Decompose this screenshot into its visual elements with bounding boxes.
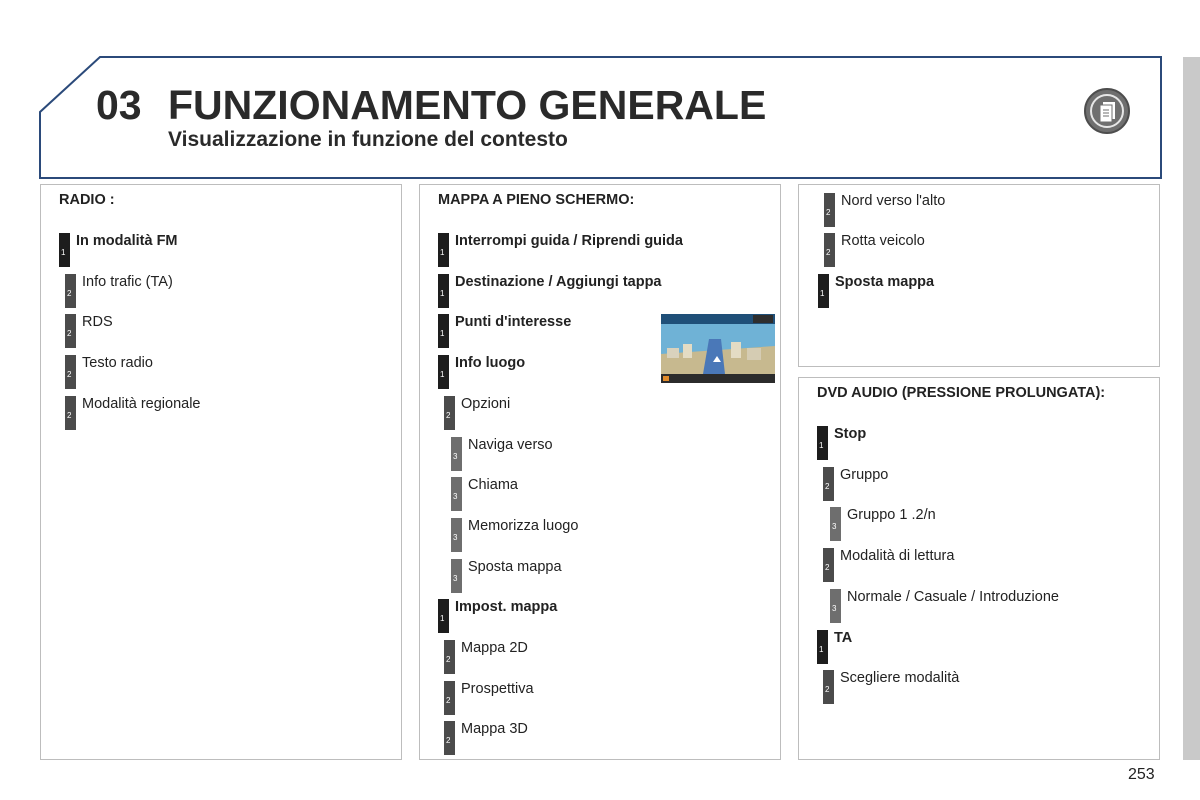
level-badge — [65, 355, 76, 389]
level-badge — [451, 437, 462, 471]
menu-item-label: Mappa 3D — [461, 721, 528, 738]
menu-item-label: Naviga verso — [468, 436, 553, 453]
level-badge — [451, 518, 462, 552]
menu-item-label: Modalità regionale — [82, 395, 201, 412]
menu-item-label: TA — [834, 629, 853, 646]
level-badge — [65, 314, 76, 348]
menu-item-label: Info trafic (TA) — [82, 273, 173, 290]
level-badge — [824, 193, 835, 227]
menu-item-label: Interrompi guida / Riprendi guida — [455, 233, 683, 249]
panel-radio — [40, 184, 402, 760]
level-badge — [830, 507, 841, 541]
menu-item-label: Stop — [834, 426, 867, 442]
level-badge — [830, 589, 841, 623]
level-number: 1 — [819, 441, 824, 450]
map-thumbnail — [661, 314, 775, 383]
level-badge — [59, 233, 70, 267]
menu-item-label: Destinazione / Aggiungi tappa — [455, 273, 662, 290]
level-number: 2 — [67, 329, 72, 339]
level-badge — [65, 274, 76, 308]
level-badge — [823, 548, 834, 582]
level-number: 3 — [832, 603, 837, 613]
level-badge — [444, 396, 455, 430]
panel-map — [419, 184, 781, 760]
level-badge — [438, 355, 449, 389]
level-badge — [817, 426, 828, 460]
page-number: 253 — [1128, 766, 1155, 783]
menu-item-label: Impost. mappa — [455, 599, 558, 616]
menu-item-label: Gruppo 1 .2/n — [847, 507, 936, 524]
level-number: 2 — [67, 410, 72, 420]
menu-item-label: Opzioni — [461, 395, 511, 412]
level-badge — [438, 314, 449, 348]
level-number: 2 — [825, 481, 830, 491]
menu-item-label: Sposta mappa — [835, 273, 935, 290]
level-number: 3 — [453, 492, 458, 502]
level-number: 3 — [453, 573, 458, 583]
level-number: 2 — [446, 655, 451, 664]
level-badge — [438, 274, 449, 308]
level-badge — [444, 681, 455, 715]
menu-item-label: Prospettiva — [461, 680, 534, 697]
level-number: 1 — [61, 248, 66, 257]
panel-dvd-title: DVD AUDIO (PRESSIONE PROLUNGATA): — [817, 385, 1106, 401]
level-badge — [451, 477, 462, 511]
menu-item-label: Nord verso l'alto — [841, 193, 946, 209]
level-number: 1 — [440, 248, 445, 257]
level-number: 2 — [446, 736, 451, 746]
menu-item-label: Info luogo — [455, 355, 526, 372]
side-strip — [1183, 57, 1200, 760]
level-number: 1 — [820, 288, 825, 298]
level-badge — [818, 274, 829, 308]
chapter-number: 03 — [96, 82, 142, 128]
level-number: 1 — [819, 644, 824, 654]
level-number: 1 — [440, 614, 445, 624]
level-number: 1 — [440, 370, 445, 380]
level-number: 2 — [826, 208, 831, 217]
menu-item-label: Memorizza luogo — [468, 517, 579, 534]
menu-item-label: Punti d'interesse — [455, 314, 572, 331]
menu-item-label: Scegliere modalità — [840, 670, 960, 687]
level-badge — [444, 640, 455, 674]
manual-book-icon — [1084, 88, 1130, 134]
level-number: 2 — [446, 695, 451, 705]
level-number: 1 — [440, 329, 445, 339]
level-badge — [444, 721, 455, 755]
level-badge — [65, 396, 76, 430]
menu-item-label: Chiama — [468, 477, 518, 494]
menu-item-label: RDS — [82, 314, 113, 331]
menu-item-label: Normale / Casuale / Introduzione — [847, 588, 1059, 605]
level-number: 2 — [825, 685, 830, 695]
menu-item-label: In modalità FM — [76, 233, 178, 249]
panel-radio-title: RADIO : — [59, 192, 115, 208]
level-badge — [824, 233, 835, 267]
level-number: 2 — [67, 370, 72, 380]
menu-item-label: Gruppo — [840, 466, 889, 483]
page-title: FUNZIONAMENTO GENERALE — [168, 82, 767, 128]
panel-map-title: MAPPA A PIENO SCHERMO: — [438, 192, 635, 208]
menu-item-label: Mappa 2D — [461, 640, 528, 656]
level-number: 2 — [825, 563, 830, 573]
menu-item-label: Rotta veicolo — [841, 233, 925, 250]
level-number: 2 — [446, 410, 451, 420]
level-badge — [823, 670, 834, 704]
menu-item-label: Modalità di lettura — [840, 548, 955, 565]
level-badge — [817, 630, 828, 664]
level-number: 2 — [826, 248, 831, 258]
level-badge — [438, 233, 449, 267]
level-number: 3 — [832, 522, 837, 532]
menu-item-label: Sposta mappa — [468, 558, 562, 575]
level-number: 3 — [453, 451, 458, 461]
level-badge — [823, 467, 834, 501]
menu-item-label: Testo radio — [82, 355, 153, 372]
level-number: 2 — [67, 288, 72, 298]
level-badge — [451, 559, 462, 593]
level-number: 1 — [440, 288, 445, 298]
level-number: 3 — [453, 532, 458, 542]
page-subtitle: Visualizzazione in funzione del contesto — [168, 128, 568, 151]
level-badge — [438, 599, 449, 633]
